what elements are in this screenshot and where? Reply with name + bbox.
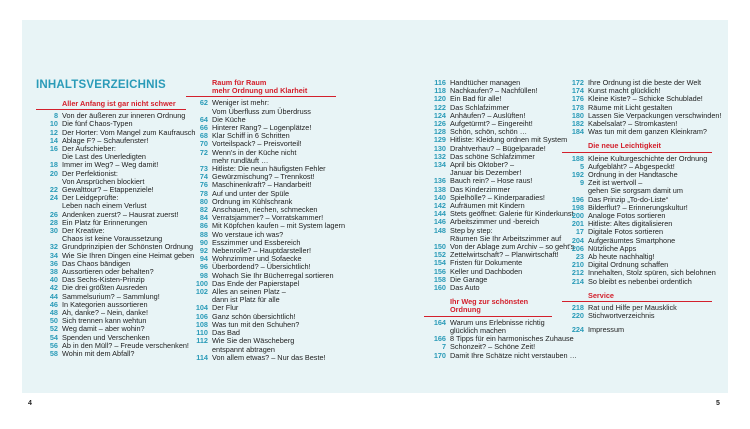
toc-entry-text: Rat und Hilfe per Mausklick (588, 303, 677, 313)
toc-page-number: 160 (433, 283, 446, 293)
toc-entry-text: Handtücher managen (450, 78, 521, 87)
toc-entry (562, 326, 712, 334)
toc-page-number: 130 (433, 143, 446, 153)
toc-page-number: 9 (579, 178, 584, 188)
toc-entry-text: Verratsjammer? – Vorratskammer! (212, 213, 324, 223)
toc-entry-text: Alles an seinen Platz – (212, 287, 286, 297)
toc-entry-text: Schonzeit? – Schöne Zeit! (450, 342, 536, 352)
toc-entry-text: Überbordend? – Übersichtlich! (212, 262, 311, 272)
toc-entry-text: Drahtverhau? – Bügelparade! (450, 143, 546, 153)
toc-page-number: 128 (433, 127, 446, 137)
section-heading (186, 79, 336, 97)
toc-entry-text: Schön, schön, schön … (450, 127, 528, 137)
toc-page-number: 158 (433, 274, 446, 284)
toc-page-number: 196 (571, 194, 584, 204)
toc-page-number: 62 (199, 98, 208, 108)
toc-page-number: 10 (49, 119, 58, 129)
toc-entry-text: Fristen für Dokumente (450, 258, 523, 268)
toc-entry-text: Aufgebläht? – Abgespeckt! (588, 161, 675, 171)
toc-entry-text: Ganz schön übersichtlich! (212, 311, 296, 321)
toc-page-number: 44 (49, 291, 58, 301)
toc-entry-text: Wo verstaue ich was? (212, 229, 284, 239)
page-number-right: 5 (716, 400, 720, 407)
toc-entry-text: 8 Tipps für ein harmonisches Zuhause (450, 334, 574, 344)
toc-page-number: 70 (199, 139, 208, 149)
toc-entry-text: In Kategorien aussortieren (62, 299, 148, 309)
toc-entry-text: Räume mit Licht gestalten (588, 102, 673, 112)
toc-page-number: 84 (199, 213, 208, 223)
toc-page-number: 200 (571, 211, 584, 221)
toc-page-number: 14 (49, 135, 58, 145)
toc-entry-text: entspannt abtragen (212, 344, 275, 354)
toc-entry (562, 128, 712, 136)
toc-page-number: 82 (199, 205, 208, 215)
toc-entry (36, 350, 186, 358)
toc-entry-text: Räumen Sie Ihr Arbeitszimmer auf (450, 233, 562, 243)
toc-page-number: 56 (49, 340, 58, 350)
toc-entry-text: Impressum (588, 325, 625, 335)
toc-page-number: 5 (579, 161, 584, 171)
section-heading: Aller Anfang ist gar nicht schwer (36, 100, 186, 110)
page-number-left: 4 (28, 400, 32, 407)
toc-page-number: 50 (49, 316, 58, 326)
toc-entry-text: Was tun mit den Schuhen? (212, 319, 300, 329)
toc-entry-text: Wohach Sie Ihr Bücherregal sortieren (212, 270, 334, 280)
toc-page-number: 154 (433, 258, 446, 268)
toc-entry-text: Nützliche Apps (588, 243, 637, 253)
toc-entry-text: Das Kinderzimmer (450, 184, 511, 194)
toc-entry-text: Die Last des Unerledigten (62, 152, 146, 162)
toc-entry-text: Weg damit – aber wohin? (62, 324, 145, 334)
toc-entry-text: Ihre Ordnung ist die beste der Welt (588, 78, 702, 87)
toc-entry-text: Hitliste: Altes digitalisieren (588, 219, 673, 229)
toc-entry-text: Aufgetürmt? – Eingereiht! (450, 119, 533, 129)
toc-entry-text: Vorteilspack? – Preisvorteil! (212, 139, 302, 149)
toc-entry-text: Wohin mit dem Abfall? (62, 349, 135, 359)
toc-entry (424, 350, 577, 360)
toc-entry-text: Weniger ist mehr: (212, 98, 270, 108)
toc-entry-text: Wie Sie Ihren Dingen eine Heimat geben (62, 250, 195, 260)
toc-entry-text: Spielhölle? – Kinderparadies! (450, 192, 545, 202)
toc-entry-text: Arbeitszimmer und -bereich (450, 217, 540, 227)
toc-page-number (36, 235, 62, 243)
toc-entry-text: Der Flur (212, 303, 239, 313)
toc-page-number: 138 (433, 184, 446, 194)
toc-entry (424, 284, 552, 292)
toc-page-number: 102 (195, 287, 208, 297)
toc-page-number: 73 (199, 164, 208, 174)
toc-page-number: 126 (433, 119, 446, 129)
toc-page-number: 170 (433, 350, 446, 360)
toc-page-number: 142 (433, 201, 446, 211)
toc-entry-text: Nebenrolle? – Hauptdarsteller! (212, 246, 311, 256)
toc-page-number (186, 157, 212, 165)
toc-entry-text: Digital Ordnung schaffen (588, 260, 669, 270)
toc-page-number: 22 (49, 185, 58, 195)
toc-entry-text: Das Bad (212, 328, 240, 338)
toc-column (36, 99, 196, 359)
toc-page-number: 30 (49, 226, 58, 236)
toc-page-number (36, 153, 62, 161)
toc-entry (186, 296, 336, 304)
toc-entry-text: Keller und Dachboden (450, 266, 523, 276)
toc-entry-text: Damit Ihre Schätze nicht verstauben … (450, 350, 577, 360)
toc-entry-text: mehr rundläuft … (212, 155, 269, 165)
toc-entry-text: Ablage F? – Schaufenster! (62, 135, 149, 145)
toc-page-number: 178 (571, 102, 584, 112)
toc-entry-text: Ordnung im Kühlschrank (212, 196, 293, 206)
toc-page-number (36, 202, 62, 210)
toc-page-number: 188 (571, 153, 584, 163)
toc-page-number: 52 (49, 324, 58, 334)
toc-entry-text: Aussortieren oder behalten? (62, 267, 154, 277)
toc-page-number: 218 (571, 303, 584, 313)
toc-entry-text: Der Leidgeprüfte: (62, 193, 119, 203)
toc-page-number: 66 (199, 123, 208, 133)
toc-entry-text: Januar bis Dezember! (450, 168, 522, 178)
toc-page-number: 118 (434, 86, 446, 96)
toc-page-number: 164 (433, 317, 446, 327)
toc-entry (562, 278, 712, 286)
toc-entry-text: Ah, danke? – Nein, danke! (62, 308, 149, 318)
toc-entry-text: Das schöne Schlafzimmer (450, 151, 535, 161)
toc-entry-text: Sich trennen kann wehtun (62, 316, 147, 326)
toc-entry (36, 219, 186, 227)
toc-entry-text: Anschauen, riechen, schmecken (212, 205, 318, 215)
toc-page-number: 96 (199, 262, 208, 272)
toc-page-number: 74 (199, 172, 208, 182)
toc-page-number: 48 (49, 308, 58, 318)
toc-page-number: 42 (49, 283, 58, 293)
toc-entry-text: Mit Köpfchen kaufen – mit System lagern (212, 221, 346, 231)
toc-page-number: 136 (433, 176, 446, 186)
toc-page-number: 100 (195, 278, 208, 288)
toc-entry-text: Auf und unter der Spüle (212, 188, 290, 198)
section-heading-line: mehr Ordnung und Klarheit (212, 86, 308, 96)
toc-page-number: 68 (199, 131, 208, 141)
toc-entry-text: Lassen Sie Verpackungen verschwinden! (588, 110, 722, 120)
toc-page-number: 17 (575, 227, 584, 237)
toc-entry-text: Innehalten, Stolz spüren, sich belohnen (588, 268, 716, 278)
toc-page-number: 8 (53, 111, 58, 121)
toc-entry-text: Hinterer Rang? – Logenplätze! (212, 123, 312, 133)
toc-page-number: 201 (571, 219, 584, 229)
toc-page-number: 124 (433, 110, 446, 120)
toc-entry-text: Maschinenkraft? – Handarbeit! (212, 180, 312, 190)
toc-page-number: 34 (49, 250, 58, 260)
toc-page-number: 156 (433, 266, 446, 276)
toc-entry-text: Die Garage (450, 274, 488, 284)
toc-entry-text: Der Horter: Vom Mangel zum Kaufrausch (62, 127, 196, 137)
toc-entry-text: Immer im Weg? – Weg damit! (62, 160, 159, 170)
toc-page-number: 210 (571, 260, 584, 270)
toc-entry (186, 354, 336, 362)
toc-entry-text: Der Perfektionist: (62, 168, 118, 178)
toc-entry-text: Was tun mit dem ganzen Kleinkram? (588, 127, 707, 137)
toc-entry-text: Das Prinzip „To-do-Liste“ (588, 194, 669, 204)
toc-page-number: 108 (195, 319, 208, 329)
toc-page-number: 180 (571, 110, 584, 120)
toc-entry-text: Die Küche (212, 114, 246, 124)
toc-entry-text: Der Kreative: (62, 226, 105, 236)
toc-entry-text: Zettelwirtschaft? – Planwirtschaft! (450, 250, 559, 260)
toc-page-number: 58 (49, 349, 58, 359)
toc-page-number: 152 (433, 250, 446, 260)
toc-page-number: 98 (199, 270, 208, 280)
toc-entry-text: glücklich machen (450, 325, 506, 335)
toc-page-number: 114 (196, 352, 208, 362)
toc-entry-text: Von allem etwas? – Nur das Beste! (212, 352, 326, 362)
toc-page-number: 88 (199, 229, 208, 239)
toc-entry (562, 237, 712, 245)
toc-entry-text: Chaos ist keine Voraussetzung (62, 234, 163, 244)
toc-entry-text: Esszimmer und Essbereich (212, 237, 301, 247)
toc-page-number: 182 (571, 119, 584, 129)
toc-page-number: 129 (433, 135, 446, 145)
toc-entry-text: Kunst macht glücklich! (588, 86, 661, 96)
toc-page-number: 146 (433, 217, 446, 227)
toc-entry-text: Warum uns Erlebnisse richtig (450, 317, 545, 327)
toc-page-number: 174 (571, 86, 584, 96)
toc-entry-text: Ordnung in der Handtasche (588, 170, 678, 180)
toc-entry-text: Kleine Kulturgeschichte der Ordnung (588, 153, 708, 163)
toc-entry-text: Gewalttour? – Etappenziele! (62, 185, 154, 195)
section-heading: Service (562, 292, 712, 302)
toc-page-number: 86 (199, 221, 208, 231)
toc-entry-text: Aufräumen mit Kindern (450, 201, 525, 211)
toc-page-number: 12 (49, 127, 58, 137)
section-heading: Die neue Leichtigkeit (562, 142, 712, 152)
toc-entry-text: gehen Sie sorgsam damit um (588, 186, 683, 196)
toc-entry-text: Ab in den Müll? – Freude verschenken! (62, 340, 189, 350)
toc-entry-text: Vom Überfluss zum Überdruss (212, 106, 311, 116)
toc-entry-text: Von der äußeren zur inneren Ordnung (62, 111, 186, 121)
toc-page-number: 134 (433, 160, 446, 170)
toc-page-number: 184 (571, 127, 584, 137)
toc-entry-text: Ein Platz für Erinnerungen (62, 217, 148, 227)
toc-entry-text: Stets geöffnet: Galerie für Kinderkunst (450, 209, 574, 219)
toc-entry-text: Step by step: (450, 225, 493, 235)
toc-page-number: 64 (199, 114, 208, 124)
toc-entry-text: Wenn's in der Küche nicht (212, 147, 297, 157)
toc-page-number: 132 (433, 151, 446, 161)
toc-page-number: 212 (571, 268, 584, 278)
toc-page-number: 23 (575, 252, 584, 262)
toc-entry-text: dann ist Platz für alle (212, 295, 280, 305)
section-heading-line: Raum für Raum (212, 78, 267, 87)
toc-page-number: 192 (571, 170, 584, 180)
toc-page-number: 214 (571, 276, 584, 286)
toc-page-number: 76 (199, 180, 208, 190)
toc-page-number: 80 (199, 196, 208, 206)
toc-entry-text: Von der Ablage zum Archiv – so geht's (450, 242, 575, 252)
toc-page-number: 7 (441, 342, 446, 352)
toc-page-number: 18 (49, 160, 58, 170)
toc-entry-text: April bis Oktober? – (450, 160, 515, 170)
toc-entry-text: Aufgeräumtes Smartphone (588, 235, 676, 245)
toc-page-number: 26 (49, 209, 58, 219)
toc-page-number: 198 (571, 202, 584, 212)
toc-page-number: 112 (196, 336, 208, 346)
toc-entry-text: Die fünf Chaos-Typen (62, 119, 133, 129)
toc-entry-text: Hitliste: Die neun häufigsten Fehler (212, 164, 326, 174)
toc-page-number: 104 (195, 303, 208, 313)
toc-entry-text: Wohnzimmer und Sofaecke (212, 254, 302, 264)
toc-page-number: 94 (199, 254, 208, 264)
toc-page-number: 24 (49, 193, 58, 203)
toc-entry-text: Spenden und Verschenken (62, 332, 150, 342)
toc-entry-text: So bleibt es nebenbei ordentlich (588, 276, 692, 286)
toc-page-number: 38 (49, 267, 58, 277)
toc-page-number: 40 (49, 275, 58, 285)
toc-entry-text: Hitliste: Kleidung ordnen mit System (450, 135, 568, 145)
toc-entry-text: Bauch rein? – Hose raus! (450, 176, 533, 186)
toc-page-number: 46 (49, 299, 58, 309)
toc-page-number: 150 (433, 242, 446, 252)
toc-entry-text: Kleine Kiste? – Schicke Schublade! (588, 94, 703, 104)
toc-entry-text: Zeit ist wertvoll – (588, 178, 643, 188)
toc-page-number: 36 (49, 258, 58, 268)
toc-column (424, 78, 577, 360)
toc-entry-text: Der Aufschieber: (62, 144, 116, 154)
toc-page-number: 172 (571, 78, 584, 87)
toc-page-number: 20 (49, 168, 58, 178)
toc-entry (562, 312, 712, 320)
toc-entry-text: Das Auto (450, 283, 480, 293)
toc-entry-text: Kabelsalat? – Stromkasten! (588, 119, 678, 129)
toc-page-number: 16 (49, 144, 58, 154)
page-title: INHALTSVERZEICHNIS (36, 79, 166, 91)
toc-page-number: 166 (433, 334, 446, 344)
toc-page-number: 120 (433, 94, 446, 104)
toc-entry-text: Die drei größten Ausreden (62, 283, 148, 293)
toc-entry-text: Nachkaufen? – Nachfüllen! (450, 86, 538, 96)
toc-entry-text: Andenken zuerst? – Hausrat zuerst! (62, 209, 179, 219)
toc-page-number (36, 178, 62, 186)
toc-page-number: 32 (49, 242, 58, 252)
toc-page-number: 224 (571, 325, 584, 335)
toc-page-number: 176 (571, 94, 584, 104)
toc-page-number: 54 (49, 332, 58, 342)
toc-entry-text: Von Ansprüchen blockiert (62, 176, 145, 186)
toc-entry-text: Das Sechs-Kisten-Prinzip (62, 275, 145, 285)
toc-page-number: 140 (433, 192, 446, 202)
toc-entry-text: Sammelsurium? – Sammlung! (62, 291, 160, 301)
toc-page-number: 206 (571, 243, 584, 253)
toc-page-number (186, 108, 212, 116)
toc-entry-text: Digitale Fotos sortieren (588, 227, 664, 237)
toc-entry-text: Grundprinzipien der Schönsten Ordnung (62, 242, 194, 252)
toc-entry-text: Wie Sie den Wäscheberg (212, 336, 295, 346)
toc-entry-text: Stichwortverzeichnis (588, 311, 655, 321)
toc-entry (186, 321, 336, 329)
toc-entry-text: Klar Schiff in 6 Schritten (212, 131, 290, 141)
toc-entry-text: Bilderflut? – Erinnerungskultur! (588, 202, 688, 212)
toc-entry-text: Anhäufen? – Auslüften! (450, 110, 526, 120)
toc-page-number: 28 (49, 217, 58, 227)
toc-entry-text: Das Chaos bändigen (62, 258, 131, 268)
toc-page-number: 204 (571, 235, 584, 245)
toc-page-number: 148 (433, 225, 446, 235)
toc-entry-text: Das Ende der Papierstapel (212, 278, 300, 288)
toc-entry-text: Das Schlafzimmer (450, 102, 510, 112)
toc-entry-text: Ein Bad für alle! (450, 94, 502, 104)
toc-page-number: 72 (199, 147, 208, 157)
toc-page-number: 92 (199, 246, 208, 256)
toc-entry-text: Ab heute nachhaltig! (588, 252, 655, 262)
toc-column (562, 78, 722, 335)
toc-entry (186, 108, 336, 116)
toc-entry-text: Gewürzmischung? – Trennkost! (212, 172, 315, 182)
toc-page-number: 144 (433, 209, 446, 219)
toc-column (186, 78, 346, 362)
toc-page-number: 90 (199, 237, 208, 247)
toc-entry-text: Leben nach einem Verlust (62, 201, 147, 211)
toc-entry-text: Analoge Fotos sortieren (588, 211, 666, 221)
toc-page-number: 220 (571, 311, 584, 321)
toc-page-number: 106 (195, 311, 208, 321)
section-heading: Ihr Weg zur schönsten Ordnung (424, 298, 552, 316)
toc-page-number: 78 (199, 188, 208, 198)
toc-page-number: 116 (434, 78, 446, 87)
toc-page-number: 122 (433, 102, 446, 112)
toc-page-number: 110 (196, 328, 208, 338)
